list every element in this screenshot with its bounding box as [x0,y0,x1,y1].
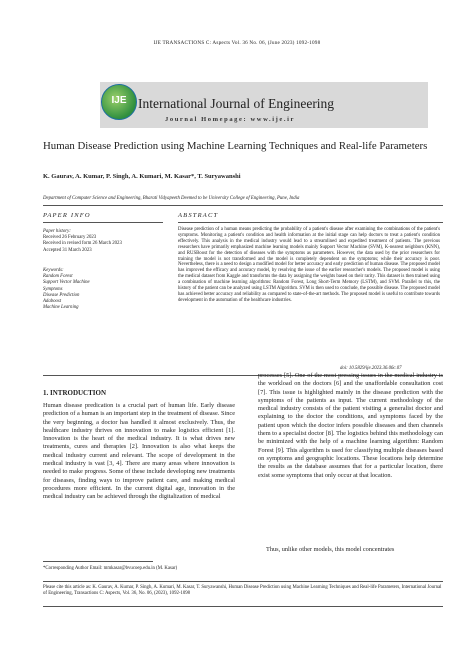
introduction-heading: 1. INTRODUCTION [43,389,107,397]
journal-name: International Journal of Engineering [138,96,335,111]
keyword: Adaboost [43,299,62,305]
doi: doi: 10.5829/ije.2023.36.06c.07 [340,366,402,371]
keyword: Random Forest [43,274,73,280]
intro-column-right-para2: Thus, unlike other models, this model concentrates [266,546,395,553]
received-date: Received 26 February 2023 [43,235,97,241]
divider [43,606,443,607]
divider [43,222,163,223]
journal-logo [101,84,137,120]
keywords-label: Keywords: [43,268,64,273]
history-label: Paper history: [43,229,71,234]
footnote-divider [43,561,153,562]
divider [178,222,443,223]
citation-box: Please cite this article as: K. Gaurav, A. Kumar, P. Singh, A. Kumari, M. Kasar, T. Suryawanshi, Human Disease Prediction using Machine Learning Techniques and Real-life Parameters, International Journal of Engineering, Transactions C: Aspects, Vol. 36, No. 06, (2023), 1092-1098 [43,585,442,597]
keyword: Support Vector Machine [43,280,90,286]
logo-text: IJE [111,95,127,106]
author-list: K. Gaurav, A. Kumar, P. Singh, A. Kumari, M. Kasar*, T. Suryawanshi [43,173,241,180]
abstract-text: Disease prediction of a human means predicting the probability of a patient's disease after examining the combinations of the patient's symptoms. Monitoring a patient's condition and health information at the initial stage can help doctors to treat a patient's condition effectively. This analysis in the medical industry would lead to a streamlined and expedited treatment of patients. The previous researchers have primarily emphasized machine learning models mainly Support Vector Machine (SVM), K-nearest neighbors (KNN), and RUSBoost for the detection of diseases with the symptoms as parameters. However, the data used by the prior researchers for training the model is not transformed and the model is completely dependent on the symptoms; while their accuracy is poor. Nevertheless, there is a need to design a modified model for better accuracy and early prediction of human disease. The proposed model has improved the efficacy and accuracy model, by resolving the issue of the earlier researcher's models. The proposed model is using the medical dataset from Kaggle and transforms the data by assigning the weights based on their rarity. This dataset is then trained using a combination of machine learning algorithms: Random Forest, Long Short-Term Memory (LSTM), and SVM. Parallel to this, the history of the patient can be analyzed using LSTM Algorithm. SVM is then used to conclude, the possible disease. The proposed model has achieved better accuracy and reliability as compared to state-of-the-art methods. The proposed model is useful to contribute towards development in the automation of the healthcare industries. [178,227,440,303]
journal-homepage: Journal Homepage: www.ije.ir [165,116,296,123]
divider [43,581,443,582]
accepted-date: Accepted 31 March 2023 [43,247,92,253]
keyword: Symptoms [43,286,63,292]
affiliation: Department of Computer Science and Engineering, Bharati Vidyapeeth Deemed to be University College of Engineering, Pune, India [43,196,300,201]
divider [43,205,443,206]
journal-running-header: IJE TRANSACTIONS C: Aspects Vol. 36 No. 06, (June 2023) 1092-1098 [153,40,321,46]
intro-column-right-text: processes [5]. One of the most pressing issues in the medical industry is the workload on the doctors [6] and the unaffordable consultation cost [7]. This issue is highlighted mainly in the disease prediction with the symptoms of the patients as input. The current methodology of the medical industry consists of the patient visiting a generalist doctor and explaining to the doctor the conditions, and symptoms faced by the patient upon which the doctor infers possible diseases and then channels them to a specialist doctor [8]. The logistics behind this methodology can be minimized with the help of a machine learning algorithm: Random Forest [9]. This algorithm is used for classifying multiple diseases based on symptoms and geographic locations. These locations help determine the results as the database assumes that for a particular location, there exist some symptoms that only occur at that location. [258,372,443,479]
corresponding-author-footnote: *Corresponding Author Email: mmkasar@bvucoep.edu.in (M. Kasar) [43,566,178,571]
abstract-heading: ABSTRACT [178,212,219,219]
paper-info-heading: PAPER INFO [43,212,91,219]
intro-column-left: Human disease predication is a crucial part of human life. Early disease prediction of a human is an important step in the treatment of disease. Since the very beginning, a doctor has handled it almost exclusively. Thus, the healthcare industry thrives on innovation to make logistics efficient [1]. Innovation is the heart of the medical industry. It is what drives new treatments, cures and therapies [2]. Innovation is also what keeps the medical industry current and relevant. The scope of development in the medical industry is vast [3, 4]. There are many areas where innovation is needed to make progress. Some of these include developing new treatments for diseases, finding ways to improve patient care, and making medical procedures more efficient. In the current digital age, innovation in the medical industry can be achieved through the digitalization of medical [43,402,235,501]
revised-date: Received in revised form 26 March 2023 [43,241,122,247]
keyword: Disease Prediction [43,292,80,298]
paper-title: Human Disease Prediction using Machine Learning Techniques and Real-life Parameters [43,140,428,152]
paper-history [43,229,168,254]
keywords-block [43,268,168,311]
keyword: Machine Learning [43,305,79,311]
